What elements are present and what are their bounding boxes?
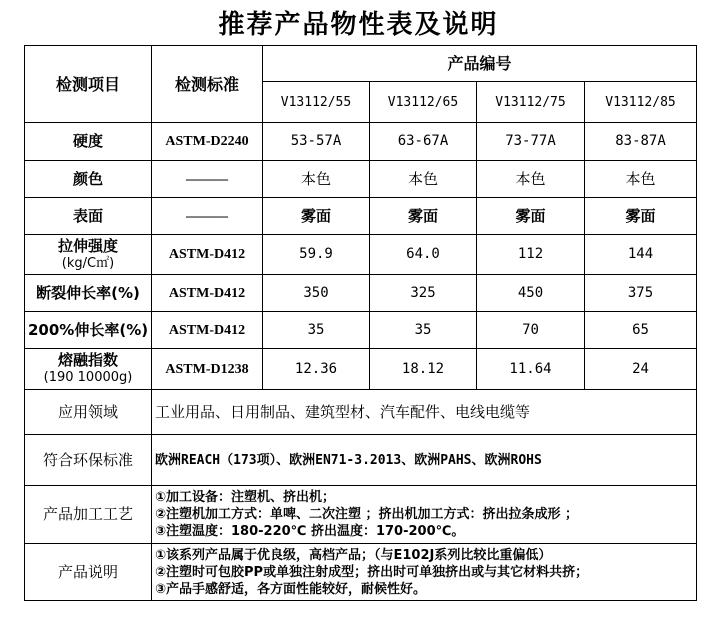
row-value: 本色 [585, 161, 697, 198]
row-value: 11.64 [477, 349, 585, 390]
process-row [25, 486, 697, 544]
header-product-3: V13112/75 [477, 82, 585, 123]
row-standard: ——— [152, 161, 263, 198]
page-title: 推荐产品物性表及说明 [218, 10, 499, 40]
row-standard: ASTM-D1238 [152, 349, 263, 390]
table-row [25, 312, 697, 349]
row-standard: ASTM-D2240 [152, 123, 263, 161]
header-product-code: 产品编号 [263, 46, 697, 82]
row-value: 375 [585, 275, 697, 312]
row-value: 雾面 [585, 198, 697, 235]
row-value: 本色 [477, 161, 585, 198]
row-label-main: 熔融指数 [57, 351, 118, 369]
environment-row [25, 435, 697, 486]
row-value: 24 [585, 349, 697, 390]
row-label-unit: (190 10000g) [43, 370, 133, 385]
row-value: 35 [370, 312, 477, 349]
process-text [152, 486, 697, 544]
row-label-unit: (kg/C㎡) [61, 255, 115, 271]
header-item: 检测项目 [25, 46, 152, 123]
environment-label: 符合环保标准 [25, 435, 152, 486]
table-row [25, 198, 697, 235]
process-line: ①加工设备：注塑机、挤出机； [155, 490, 336, 505]
row-value: 本色 [370, 161, 477, 198]
header-product-2: V13112/65 [370, 82, 477, 123]
description-line: ②注塑时可包胶PP或单独注射成型；挤出时可单独挤出或与其它材料共挤； [155, 564, 589, 580]
row-value: 雾面 [370, 198, 477, 235]
row-label [25, 235, 152, 275]
row-value: 63-67A [370, 123, 477, 161]
row-label-main: 拉伸强度 [57, 236, 118, 255]
row-value: 本色 [263, 161, 370, 198]
row-value: 70 [477, 312, 585, 349]
application-row [25, 390, 697, 435]
row-label: 硬度 [25, 123, 152, 161]
row-standard: ASTM-D412 [152, 235, 263, 275]
row-value: 53-57A [263, 123, 370, 161]
row-label [25, 349, 152, 390]
table-row [25, 161, 697, 198]
row-label: 颜色 [25, 161, 152, 198]
row-label: 200%伸长率(%) [25, 312, 152, 349]
row-value: 雾面 [263, 198, 370, 235]
row-value: 73-77A [477, 123, 585, 161]
row-value: 雾面 [477, 198, 585, 235]
row-value: 83-87A [585, 123, 697, 161]
header-product-4: V13112/85 [585, 82, 697, 123]
table-row [25, 275, 697, 312]
environment-text: 欧洲REACH（173项）、欧洲EN71-3.2013、欧洲PAHS、欧洲ROHS [152, 435, 697, 486]
description-text [152, 544, 697, 601]
description-label: 产品说明 [25, 544, 152, 601]
row-value: 35 [263, 312, 370, 349]
description-row [25, 544, 697, 601]
row-value: 144 [585, 235, 697, 275]
process-line: ③注塑温度：180-220℃ 挤出温度：170-200℃。 [155, 524, 465, 539]
row-standard: ——— [152, 198, 263, 235]
row-label: 断裂伸长率(%) [25, 275, 152, 312]
property-table [24, 45, 697, 601]
table-row [25, 235, 697, 275]
row-value: 325 [370, 275, 477, 312]
application-text: 工业用品、日用制品、建筑型材、汽车配件、电线电缆等 [152, 390, 697, 435]
row-value: 65 [585, 312, 697, 349]
process-line: ②注塑机加工方式：单啤、二次注塑 ；挤出机加工方式：挤出拉条成形 ； [155, 507, 579, 522]
row-standard: ASTM-D412 [152, 312, 263, 349]
row-standard: ASTM-D412 [152, 275, 263, 312]
row-value: 64.0 [370, 235, 477, 275]
header-product-1: V13112/55 [263, 82, 370, 123]
description-line: ③产品手感舒适，各方面性能较好，耐候性好。 [155, 581, 427, 597]
header-standard: 检测标准 [152, 46, 263, 123]
row-value: 112 [477, 235, 585, 275]
row-value: 18.12 [370, 349, 477, 390]
description-line: ①该系列产品属于优良级，高档产品；（与E102J系列比较比重偏低） [155, 547, 552, 563]
application-label: 应用领域 [25, 390, 152, 435]
table-row [25, 123, 697, 161]
row-value: 450 [477, 275, 585, 312]
process-label: 产品加工工艺 [25, 486, 152, 544]
table-row [25, 349, 697, 390]
row-value: 12.36 [263, 349, 370, 390]
row-label: 表面 [25, 198, 152, 235]
row-value: 350 [263, 275, 370, 312]
row-value: 59.9 [263, 235, 370, 275]
